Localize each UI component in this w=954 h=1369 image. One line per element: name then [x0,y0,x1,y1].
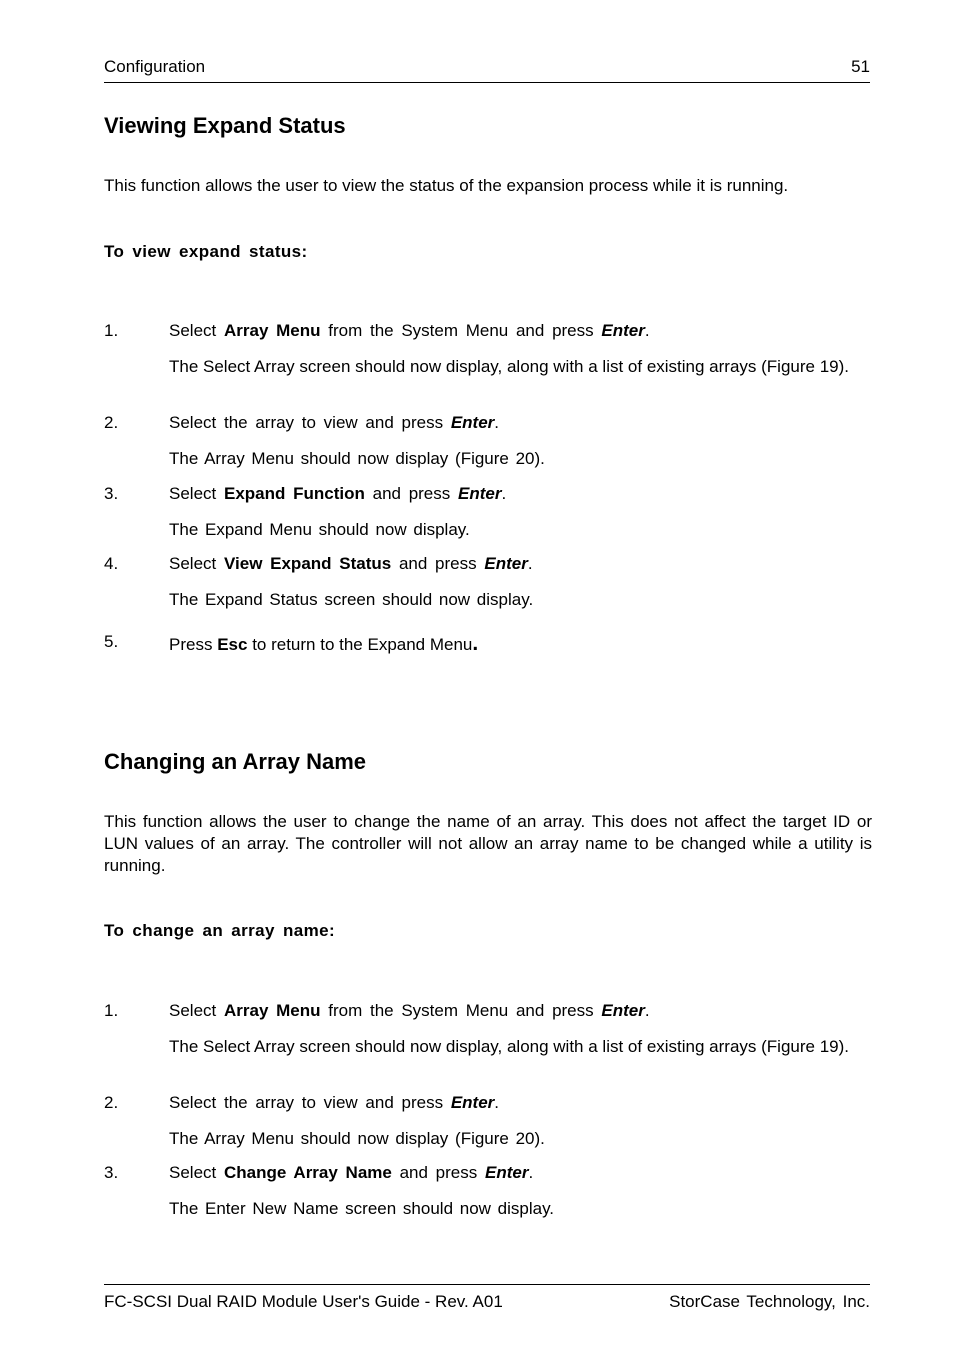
step-instruction: Select Expand Function and press Enter. [169,484,507,503]
step-number: 2. [104,413,119,432]
section-title-changing-array-name: Changing an Array Name [104,749,367,774]
step-number: 1. [104,321,119,340]
step-result-note: The Expand Menu should now display. [169,520,470,539]
footer-rule [104,1284,870,1285]
step-result-note: The Array Menu should now display (Figure 20). [169,1129,545,1148]
step-instruction: Select Change Array Name and press Enter. [169,1163,534,1182]
procedure-title: To view expand status: [104,242,308,261]
footer-company: StorCase Technology, Inc. [669,1292,870,1311]
header-rule [104,82,870,83]
section-intro: This function allows the user to view the status of the expansion process while it is running. [104,176,789,195]
section-intro: This function allows the user to change the name of an array. This does not affect the target ID or LUN values of an array. The controller will not allow an array name to be changed while a utility is running. [104,812,872,875]
step-result-note: The Expand Status screen should now display. [169,590,534,609]
step-result-note: The Enter New Name screen should now display. [169,1199,555,1218]
running-header-section: Configuration [104,57,206,76]
procedure-title: To change an array name: [104,921,336,940]
step-number: 1. [104,1001,119,1020]
step-number: 2. [104,1093,119,1112]
step-result-note: The Select Array screen should now display, along with a list of existing arrays (Figure 19). [169,357,849,376]
step-number: 3. [104,1163,119,1182]
step-instruction: Select the array to view and press Enter. [169,1093,500,1112]
step-number: 5. [104,632,119,651]
step-number: 3. [104,484,119,503]
page-number: 51 [851,57,870,76]
step-result-note: The Select Array screen should now display, along with a list of existing arrays (Figure 19). [169,1037,849,1056]
step-number: 4. [104,554,119,573]
step-instruction: Select Array Menu from the System Menu and press Enter. [169,321,650,340]
step-instruction: Select Array Menu from the System Menu and press Enter. [169,1001,650,1020]
step-instruction: Select the array to view and press Enter. [169,413,500,432]
footer-document-title: FC-SCSI Dual RAID Module User's Guide - Rev. A01 [104,1292,503,1311]
step-instruction: Select View Expand Status and press Enter. [169,554,533,573]
section-title-viewing-expand-status: Viewing Expand Status [104,113,346,138]
step-instruction: Press Esc to return to the Expand Menu. [169,632,479,655]
step-result-note: The Array Menu should now display (Figure 20). [169,449,545,468]
